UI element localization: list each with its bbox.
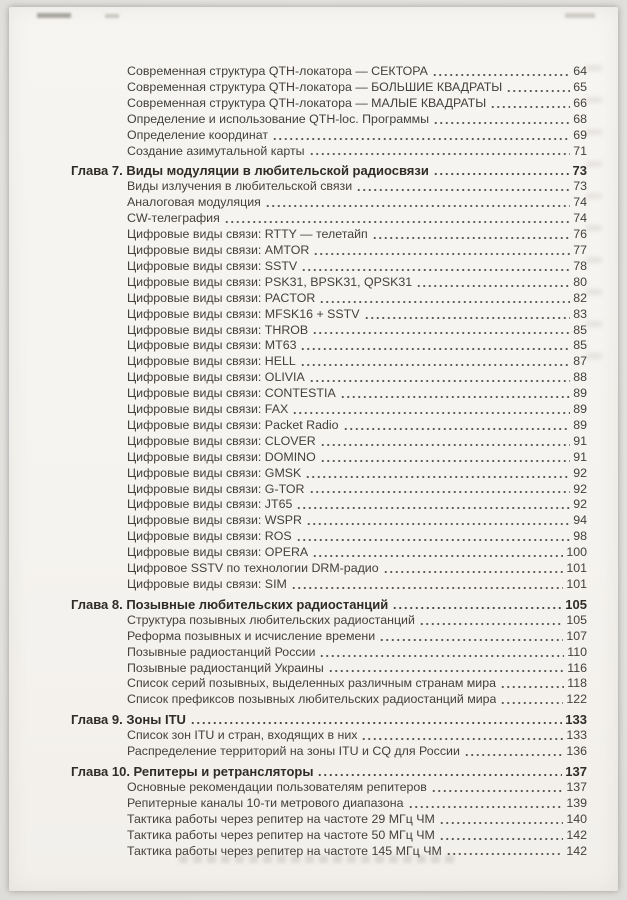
toc-entry-label: Цифровые виды связи: MT63 — [127, 338, 297, 353]
dot-leader — [312, 545, 563, 561]
toc-entry-label: Распределение территорий на зоны ITU и CQ для России — [127, 744, 460, 759]
toc-entry — [71, 179, 587, 195]
toc-entry-label: Список префиксов позывных любительских радиостанций мира — [127, 692, 497, 707]
dot-leader — [190, 712, 562, 728]
toc-entry-page-number: 87 — [573, 354, 587, 369]
dot-leader — [506, 80, 570, 96]
dot-leader — [319, 645, 564, 661]
toc-entry — [71, 780, 587, 796]
toc-entry-label: Цифровое SSTV по технологии DRM-радио — [127, 561, 379, 576]
toc-entry-page-number: 142 — [566, 843, 587, 858]
dot-leader — [383, 561, 564, 577]
toc-entry-label: Цифровые виды связи: AMTOR — [127, 242, 310, 257]
dot-leader — [292, 402, 570, 418]
toc-entry — [71, 112, 587, 128]
toc-entry-label: Тактика работы через репитер на частоте 29 МГц ЧМ — [127, 811, 435, 826]
toc-entry-page-number: 105 — [566, 612, 587, 627]
toc — [71, 64, 587, 859]
toc-entry-page-number: 64 — [573, 64, 587, 78]
toc-entry — [71, 661, 587, 677]
dot-leader — [320, 450, 570, 466]
toc-entry-page-number: 136 — [566, 744, 587, 759]
dot-leader — [309, 144, 571, 160]
toc-entry-label: Цифровые виды связи: PACTOR — [127, 290, 316, 305]
dot-leader — [319, 291, 570, 307]
toc-entry-label: Цифровые виды связи: PSK31, BPSK31, QPSK31 — [127, 274, 413, 289]
toc-entry — [71, 561, 587, 577]
dot-leader — [291, 577, 563, 593]
dot-leader — [300, 338, 570, 354]
toc-entry-label: Цифровые виды связи: RTTY — телетайп — [127, 227, 368, 242]
dot-leader — [306, 513, 570, 529]
toc-entry-label: Цифровые виды связи: OPERA — [127, 545, 309, 560]
dot-leader — [343, 418, 571, 434]
toc-entry-label: Аналоговая модуляция — [127, 195, 261, 210]
dot-leader — [317, 764, 562, 780]
dot-leader — [433, 163, 570, 179]
toc-entry — [71, 497, 587, 513]
dot-leader — [432, 64, 570, 80]
toc-entry-label: Современная структура QTH-локатора — СЕКТОРА — [127, 64, 428, 78]
book-page — [9, 7, 618, 891]
toc-entry-page-number: 89 — [573, 386, 587, 401]
toc-entry — [71, 275, 587, 291]
dot-leader — [464, 744, 563, 760]
toc-entry — [71, 613, 587, 629]
toc-entry-label: Цифровые виды связи: FAX — [127, 402, 289, 417]
toc-entry-label: Цифровые виды связи: DOMINO — [127, 449, 316, 464]
toc-entry — [71, 211, 587, 227]
toc-entry — [71, 259, 587, 275]
toc-entry-page-number: 74 — [573, 195, 587, 210]
toc-entry-page-number: 65 — [573, 79, 587, 94]
toc-entry — [71, 96, 587, 112]
bleed-through-mark — [105, 14, 119, 18]
dot-leader — [296, 497, 570, 513]
toc-entry-page-number: 76 — [573, 227, 587, 242]
toc-entry-label: Список зон ITU и стран, входящих в них — [127, 728, 358, 743]
toc-entry-label: Цифровые виды связи: SIM — [127, 577, 287, 591]
toc-entry-label: Современная структура QTH-локатора — БОЛЬШИЕ КВАДРАТЫ — [127, 79, 503, 94]
toc-entry-page-number: 122 — [566, 692, 587, 707]
toc-entry-label: Цифровые виды связи: Packet Radio — [127, 417, 339, 432]
toc-entry-page-number: 77 — [573, 242, 587, 257]
toc-chapter-heading — [71, 712, 587, 728]
toc-section — [71, 764, 587, 859]
toc-chapter-heading — [71, 163, 587, 179]
toc-entry-label: Цифровые виды связи: SSTV — [127, 258, 298, 273]
dot-leader — [320, 434, 570, 450]
toc-chapter-page-number: 133 — [565, 712, 587, 728]
toc-entry-page-number: 83 — [573, 306, 587, 321]
dot-leader — [328, 661, 564, 677]
toc-entry-page-number: 101 — [566, 561, 587, 576]
toc-entry — [71, 144, 587, 160]
dot-leader — [364, 307, 571, 323]
toc-entry-label: Цифровые виды связи: HELL — [127, 354, 296, 369]
toc-entry-label: Цифровые виды связи: CLOVER — [127, 433, 316, 448]
dot-leader — [309, 482, 571, 498]
toc-entry-page-number: 92 — [573, 497, 587, 512]
dot-leader — [301, 259, 570, 275]
dot-leader — [419, 613, 563, 629]
dot-leader — [372, 227, 570, 243]
dot-leader — [490, 96, 570, 112]
toc-entry — [71, 629, 587, 645]
toc-entry-label: Реформа позывных и исчисление времени — [127, 628, 376, 643]
dot-leader — [272, 128, 570, 144]
bleed-through-column — [586, 65, 602, 385]
toc-entry — [71, 195, 587, 211]
toc-entry-page-number: 85 — [573, 338, 587, 353]
toc-entry-label: Тактика работы через репитер на частоте 145 МГц ЧМ — [127, 843, 442, 858]
toc-entry — [71, 577, 587, 593]
toc-entry-page-number: 110 — [567, 644, 587, 659]
toc-chapter-label: Глава 8. Позывные любительских радиостанций — [71, 596, 389, 612]
toc-section — [71, 64, 587, 159]
toc-entry — [71, 418, 587, 434]
toc-chapter-label: Глава 10. Репитеры и ретрансляторы — [71, 763, 314, 779]
toc-entry — [71, 434, 587, 450]
dot-leader — [439, 828, 563, 844]
toc-entry-label: Определение координат — [127, 127, 269, 142]
dot-leader — [446, 844, 564, 860]
toc-entry-label: Создание азимутальной карты — [127, 143, 305, 158]
toc-entry — [71, 80, 587, 96]
toc-entry-label: Цифровые виды связи: THROB — [127, 322, 309, 337]
toc-entry — [71, 796, 587, 812]
dot-leader — [500, 676, 564, 692]
toc-entry-label: Репитерные каналы 10-ти метрового диапазона — [127, 795, 404, 810]
toc-entry-label: Цифровые виды связи: MFSK16 + SSTV — [127, 306, 360, 321]
toc-entry — [71, 227, 587, 243]
toc-entry — [71, 744, 587, 760]
toc-entry-page-number: 89 — [573, 417, 587, 432]
toc-entry — [71, 812, 587, 828]
toc-entry — [71, 323, 587, 339]
toc-section — [71, 712, 587, 760]
toc-entry — [71, 370, 587, 386]
toc-entry-page-number: 142 — [566, 827, 587, 842]
dot-leader — [500, 692, 563, 708]
toc-entry-page-number: 85 — [573, 322, 587, 337]
dot-leader — [361, 728, 563, 744]
toc-entry-page-number: 80 — [573, 274, 587, 289]
toc-entry-page-number: 82 — [573, 290, 587, 305]
toc-entry — [71, 844, 587, 860]
toc-entry — [71, 676, 587, 692]
toc-entry — [71, 307, 587, 323]
toc-entry-label: Основные рекомендации пользователям репитеров — [127, 779, 427, 794]
toc-entry — [71, 338, 587, 354]
toc-entry — [71, 692, 587, 708]
toc-entry-page-number: 78 — [573, 258, 587, 273]
bleed-through-mark — [37, 13, 71, 18]
toc-entry-label: Список серий позывных, выделенных различным странам мира — [127, 676, 497, 691]
toc-entry-page-number: 73 — [573, 179, 587, 194]
toc-entry-label: Цифровые виды связи: GMSK — [127, 465, 302, 480]
dot-leader — [296, 529, 571, 545]
toc-entry-label: Цифровые виды связи: JT65 — [127, 497, 293, 512]
toc-entry-page-number: 68 — [573, 111, 587, 126]
toc-entry-label: Определение и использование QTH-loc. Программы — [127, 111, 430, 126]
toc-entry — [71, 386, 587, 402]
toc-entry — [71, 482, 587, 498]
dot-leader — [309, 370, 570, 386]
toc-entry-page-number: 140 — [566, 811, 587, 826]
toc-entry-page-number: 133 — [566, 728, 587, 743]
toc-entry — [71, 291, 587, 307]
toc-entry-page-number: 92 — [573, 481, 587, 496]
toc-entry-label: Современная структура QTH-локатора — МАЛЫЕ КВАДРАТЫ — [127, 95, 487, 110]
toc-entry-page-number: 107 — [566, 628, 587, 643]
toc-entry — [71, 402, 587, 418]
toc-entry — [71, 529, 587, 545]
toc-entry-label: Цифровые виды связи: CONTESTIA — [127, 386, 336, 401]
toc-entry — [71, 450, 587, 466]
toc-chapter-page-number: 105 — [565, 596, 587, 612]
toc-entry-page-number: 66 — [573, 95, 587, 110]
toc-entry-page-number: 139 — [566, 795, 587, 810]
toc-entry-page-number: 98 — [573, 529, 587, 544]
toc-entry-page-number: 118 — [567, 676, 587, 691]
toc-entry — [71, 64, 587, 80]
toc-entry — [71, 828, 587, 844]
toc-entry — [71, 243, 587, 259]
toc-entry-page-number: 91 — [573, 433, 587, 448]
toc-entry-page-number: 88 — [573, 370, 587, 385]
toc-chapter-page-number: 73 — [572, 163, 587, 179]
toc-entry — [71, 354, 587, 370]
toc-entry-page-number: 74 — [573, 211, 587, 226]
toc-chapter-heading — [71, 597, 587, 613]
toc-chapter-heading — [71, 764, 587, 780]
dot-leader — [340, 386, 570, 402]
toc-entry-page-number: 89 — [573, 402, 587, 417]
toc-entry-label: CW-телеграфия — [127, 211, 220, 226]
toc-entry — [71, 645, 587, 661]
toc-section — [71, 597, 587, 708]
toc-entry-page-number: 137 — [566, 779, 587, 794]
toc-entry — [71, 128, 587, 144]
toc-entry-page-number: 100 — [566, 545, 587, 560]
dot-leader — [300, 354, 570, 370]
toc-entry-label: Позывные радиостанций Украины — [127, 660, 324, 675]
dot-leader — [356, 179, 570, 195]
toc-entry-page-number: 116 — [567, 660, 587, 675]
dot-leader — [433, 112, 570, 128]
toc-entry — [71, 466, 587, 482]
toc-entry-label: Цифровые виды связи: OLIVIA — [127, 370, 305, 385]
dot-leader — [392, 597, 562, 613]
toc-entry-page-number: 91 — [573, 449, 587, 464]
dot-leader — [312, 323, 570, 339]
toc-entry-label: Позывные радиостанций России — [127, 644, 316, 659]
dot-leader — [305, 466, 570, 482]
toc-entry-page-number: 101 — [566, 577, 587, 591]
toc-entry-label: Виды излучения в любительской связи — [127, 179, 353, 194]
bleed-through-mark — [565, 13, 595, 18]
toc-entry — [71, 728, 587, 744]
toc-chapter-label: Глава 9. Зоны ITU — [71, 712, 186, 728]
dot-leader — [408, 796, 564, 812]
dot-leader — [439, 812, 563, 828]
toc-entry — [71, 545, 587, 561]
toc-entry-page-number: 94 — [573, 513, 587, 528]
toc-entry-label: Цифровые виды связи: G-TOR — [127, 481, 305, 496]
dot-leader — [431, 780, 563, 796]
toc-entry-page-number: 71 — [573, 143, 587, 158]
toc-chapter-label: Глава 7. Виды модуляции в любительской радиосвязи — [71, 163, 429, 179]
toc-entry-page-number: 92 — [573, 465, 587, 480]
toc-section — [71, 163, 587, 592]
toc-chapter-page-number: 137 — [565, 763, 587, 779]
toc-entry — [71, 513, 587, 529]
toc-entry-label: Структура позывных любительских радиостанций — [127, 612, 415, 627]
dot-leader — [313, 243, 570, 259]
toc-entry-label: Цифровые виды связи: ROS — [127, 529, 292, 544]
toc-entry-label: Тактика работы через репитер на частоте 50 МГц ЧМ — [127, 827, 435, 842]
toc-entry-label: Цифровые виды связи: WSPR — [127, 513, 302, 528]
toc-entry-page-number: 69 — [573, 127, 587, 142]
dot-leader — [379, 629, 563, 645]
dot-leader — [416, 275, 570, 291]
dot-leader — [224, 211, 570, 227]
dot-leader — [265, 195, 570, 211]
